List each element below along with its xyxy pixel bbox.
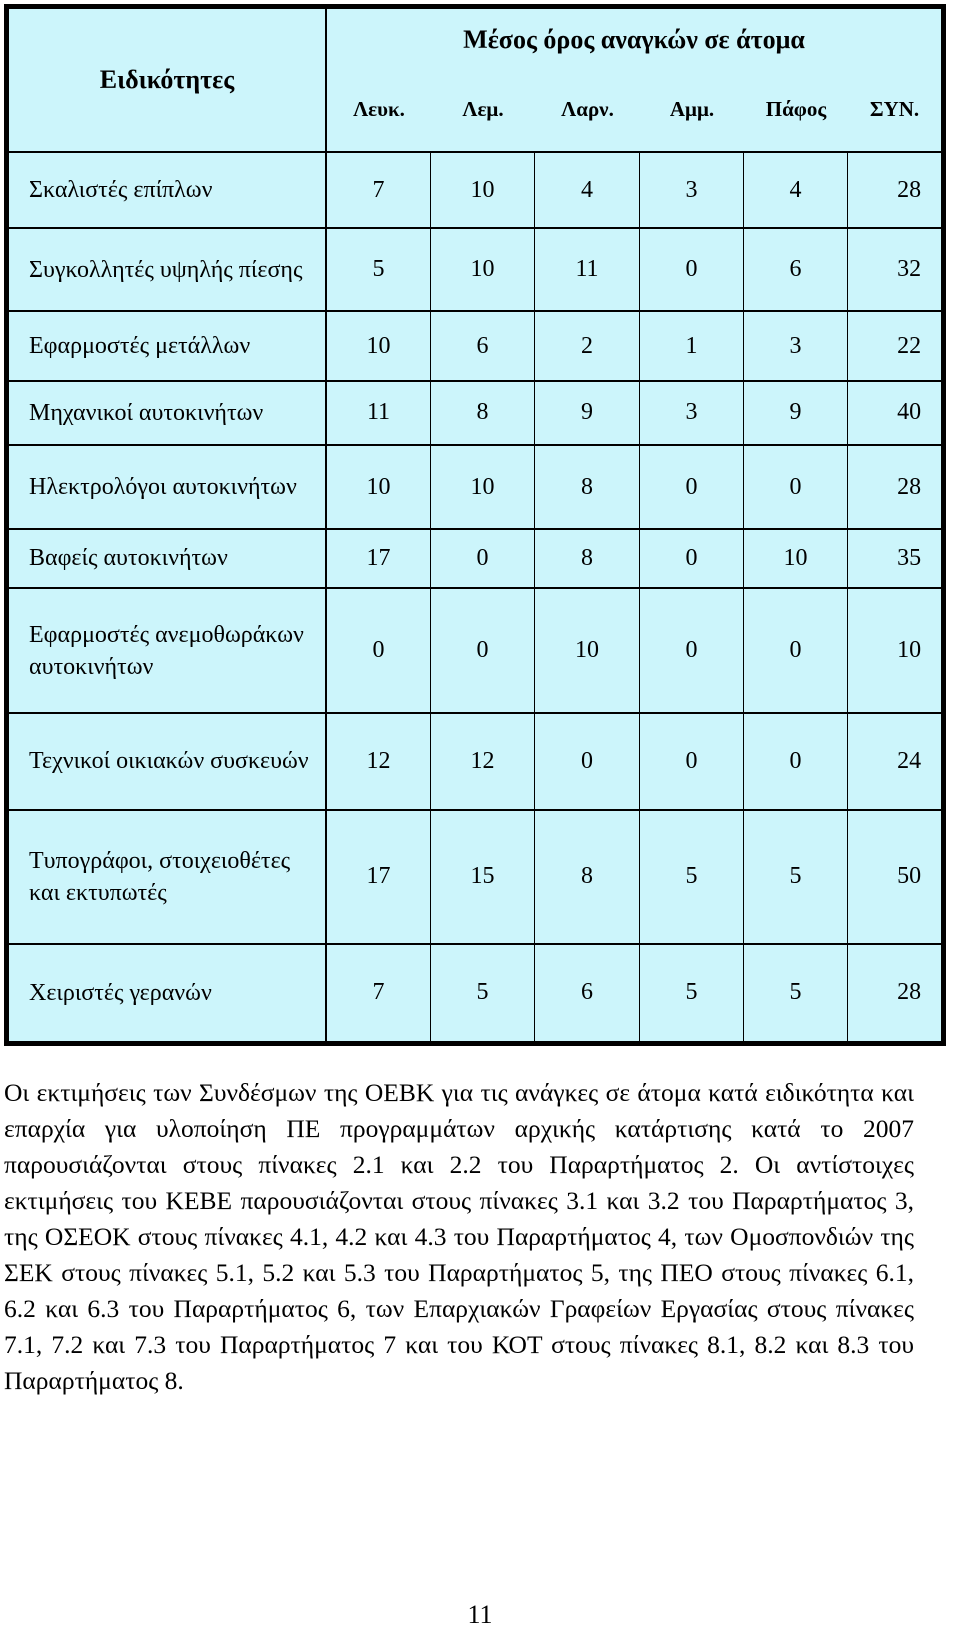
table-row: [8, 311, 942, 380]
total-cell: 28: [848, 152, 942, 227]
table-row: [8, 810, 942, 944]
specialty-name: Εφαρμοστές μετάλλων: [8, 311, 326, 380]
specialty-name: Συγκολλητές υψηλής πίεσης: [8, 228, 326, 312]
value-cell: 12: [326, 713, 431, 809]
value-cell: 3: [640, 152, 744, 227]
needs-table-frame: [4, 4, 946, 1046]
body-paragraph: Οι εκτιμήσεις των Συνδέσμων της ΟΕΒΚ για τις ανάγκες σε άτομα κατά ειδικότητα και επαρχία για υλοποίηση ΠΕ προγραμμάτων αρχικής κατάρτισης κατά το 2007 παρουσιάζονται στους πίνακες 2.1 και 2.2 του Παραρτήματος 2. Οι αντίστοιχες εκτιμήσεις του ΚΕΒΕ παρουσιάζονται στους πίνακες 3.1 και 3.2 του Παραρτήματος 3, της ΟΣΕΟΚ στους πίνακες 4.1, 4.2 και 4.3 του Παραρτήματος 4, των Ομοσπονδιών της ΣΕΚ στους πίνακες 5.1, 5.2 και 5.3 του Παραρτήματος 5, της ΠΕΟ στους πίνακες 6.1, 6.2 και 6.3 του Παραρτήματος 6, των Επαρχιακών Γραφείων Εργασίας στους πίνακες 7.1, 7.2 και 7.3 του Παραρτήματος 7 και του ΚΟΤ στους πίνακες 8.1, 8.2 και 8.3 του Παραρτήματος 8.: [4, 1078, 914, 1395]
value-cell: 12: [431, 713, 535, 809]
value-cell: 0: [640, 228, 744, 312]
value-cell: 11: [326, 381, 431, 446]
mean-needs-header: Μέσος όρος αναγκών σε άτομα: [326, 8, 942, 71]
total-cell: 32: [848, 228, 942, 312]
specialty-name: Τεχνικοί οικιακών συσκευών: [8, 713, 326, 809]
value-cell: 17: [326, 810, 431, 944]
value-cell: 0: [535, 713, 640, 809]
value-cell: 0: [640, 445, 744, 529]
value-cell: 8: [431, 381, 535, 446]
value-cell: 1: [640, 311, 744, 380]
value-cell: 5: [640, 810, 744, 944]
value-cell: 6: [431, 311, 535, 380]
table-row: [8, 713, 942, 809]
value-cell: 10: [535, 588, 640, 714]
value-cell: 0: [744, 445, 848, 529]
value-cell: 5: [326, 228, 431, 312]
value-cell: 17: [326, 529, 431, 588]
value-cell: 10: [431, 152, 535, 227]
value-cell: 7: [326, 152, 431, 227]
value-cell: 0: [640, 713, 744, 809]
table-row: [8, 944, 942, 1042]
value-cell: 8: [535, 810, 640, 944]
specialty-name: Ηλεκτρολόγοι αυτοκινήτων: [8, 445, 326, 529]
value-cell: 7: [326, 944, 431, 1042]
value-cell: 9: [744, 381, 848, 446]
value-cell: 3: [640, 381, 744, 446]
table-row: [8, 588, 942, 714]
total-cell: 24: [848, 713, 942, 809]
total-cell: 50: [848, 810, 942, 944]
value-cell: 5: [640, 944, 744, 1042]
total-cell: 10: [848, 588, 942, 714]
value-cell: 6: [744, 228, 848, 312]
specialty-name: Χειριστές γερανών: [8, 944, 326, 1042]
value-cell: 0: [744, 588, 848, 714]
value-cell: 4: [535, 152, 640, 227]
value-cell: 5: [431, 944, 535, 1042]
value-cell: 9: [535, 381, 640, 446]
value-cell: 10: [431, 228, 535, 312]
table-row: [8, 445, 942, 529]
table-row: [8, 381, 942, 446]
value-cell: 11: [535, 228, 640, 312]
table-row: [8, 152, 942, 227]
value-cell: 4: [744, 152, 848, 227]
value-cell: 0: [326, 588, 431, 714]
total-cell: 40: [848, 381, 942, 446]
needs-table: [8, 8, 942, 1042]
page-number: 11: [467, 1600, 493, 1629]
total-header: ΣΥΝ.: [848, 71, 942, 153]
value-cell: 10: [326, 445, 431, 529]
district-header: Λεμ.: [431, 71, 535, 153]
value-cell: 0: [431, 588, 535, 714]
value-cell: 3: [744, 311, 848, 380]
value-cell: 2: [535, 311, 640, 380]
table-row: [8, 529, 942, 588]
value-cell: 0: [431, 529, 535, 588]
value-cell: 10: [744, 529, 848, 588]
total-cell: 28: [848, 445, 942, 529]
value-cell: 5: [744, 810, 848, 944]
total-cell: 28: [848, 944, 942, 1042]
specialty-name: Σκαλιστές επίπλων: [8, 152, 326, 227]
value-cell: 10: [431, 445, 535, 529]
value-cell: 15: [431, 810, 535, 944]
table-row: [8, 228, 942, 312]
specialty-name: Εφαρμοστές ανεμοθωράκων αυτοκινήτων: [8, 588, 326, 714]
value-cell: 8: [535, 529, 640, 588]
value-cell: 0: [744, 713, 848, 809]
value-cell: 10: [326, 311, 431, 380]
total-cell: 35: [848, 529, 942, 588]
value-cell: 8: [535, 445, 640, 529]
district-header: Λευκ.: [326, 71, 431, 153]
value-cell: 0: [640, 588, 744, 714]
specialty-name: Βαφείς αυτοκινήτων: [8, 529, 326, 588]
specialty-name: Μηχανικοί αυτοκινήτων: [8, 381, 326, 446]
district-header: Αμμ.: [640, 71, 744, 153]
value-cell: 0: [640, 529, 744, 588]
district-header: Λαρν.: [535, 71, 640, 153]
specialty-column-header: Ειδικότητες: [8, 8, 326, 152]
district-header: Πάφος: [744, 71, 848, 153]
value-cell: 6: [535, 944, 640, 1042]
specialty-name: Τυπογράφοι, στοιχειοθέτες και εκτυπωτές: [8, 810, 326, 944]
table-body: [8, 8, 942, 1042]
value-cell: 5: [744, 944, 848, 1042]
total-cell: 22: [848, 311, 942, 380]
